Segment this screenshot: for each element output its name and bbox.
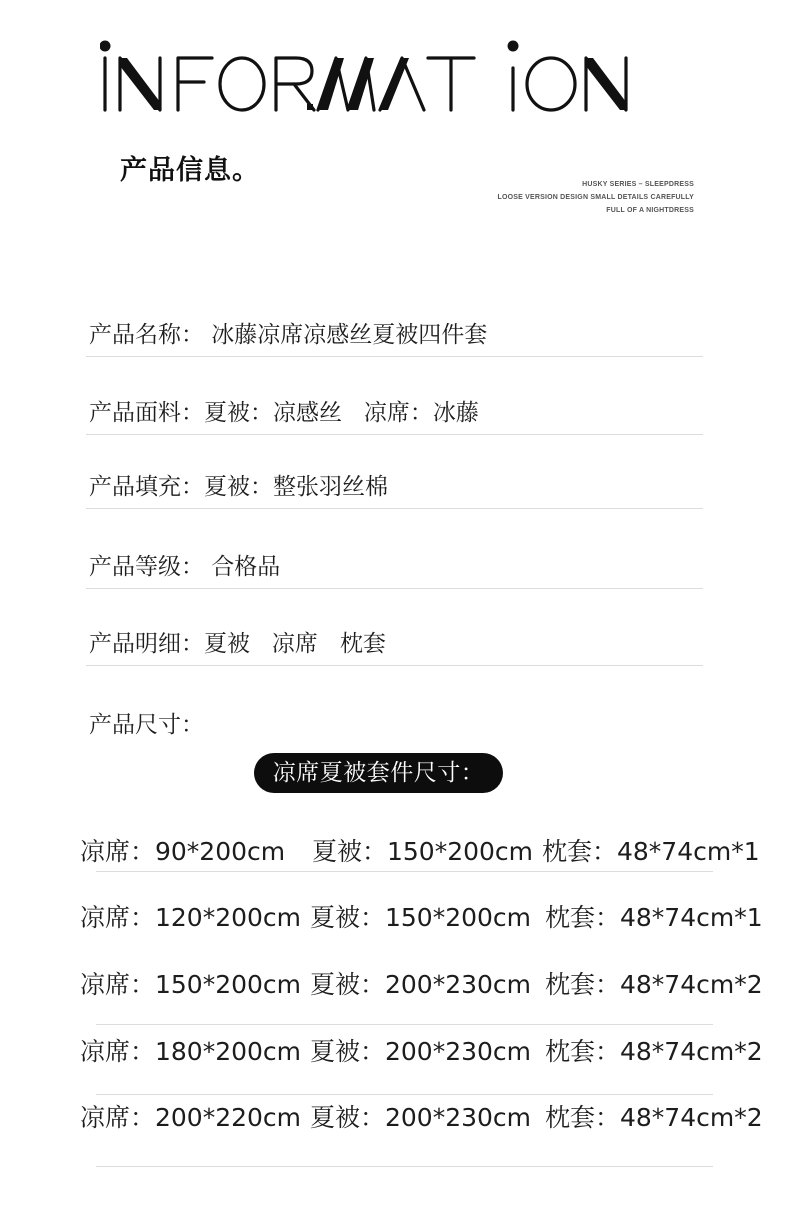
product-name-text: 产品名称： 冰藤凉席凉感丝夏被四件套 [89, 322, 488, 348]
quilt-size: 夏被：150*200cm [310, 903, 532, 932]
section-title: 产品信息。 [120, 155, 260, 186]
pillow-size: 枕套：48*74cm*2 [545, 1103, 763, 1132]
divider [96, 1166, 713, 1167]
info-row-name [86, 314, 703, 357]
mat-size: 凉席：180*200cm [80, 1037, 302, 1066]
size-row [80, 1098, 763, 1132]
product-size-label: 产品尺寸： [89, 712, 204, 738]
info-row-fabric [86, 392, 703, 435]
tagline-line: HUSKY SERIES – SLEEPDRESS [582, 181, 694, 188]
mat-size: 凉席：200*220cm [80, 1103, 302, 1132]
pillow-size: 枕套：48*74cm*2 [545, 970, 763, 999]
pillow-size: 枕套：48*74cm*2 [545, 1037, 763, 1066]
quilt-size: 夏被：200*230cm [310, 1103, 532, 1132]
quilt-size: 夏被：200*230cm [310, 1037, 532, 1066]
product-grade-text: 产品等级： 合格品 [89, 554, 281, 580]
mat-size: 凉席：90*200cm [80, 837, 286, 866]
hero-wordmark [100, 40, 632, 114]
size-set-pill: 凉席夏被套件尺寸： [254, 753, 503, 793]
tagline-line: FULL OF A NIGHTDRESS [606, 207, 694, 214]
pillow-size: 枕套：48*74cm*1 [545, 903, 763, 932]
product-filling-text: 产品填充：夏被：整张羽丝棉 [89, 474, 388, 500]
mat-size: 凉席：150*200cm [80, 970, 302, 999]
size-row [80, 832, 760, 866]
mat-size: 凉席：120*200cm [80, 903, 302, 932]
divider [96, 1024, 713, 1025]
info-row-filling [86, 466, 703, 509]
divider [96, 1094, 713, 1095]
info-row-grade [86, 546, 703, 589]
product-details-text: 产品明细：夏被 凉席 枕套 [89, 631, 386, 657]
series-tagline [497, 178, 694, 217]
quilt-size: 夏被：200*230cm [310, 970, 532, 999]
pillow-size: 枕套：48*74cm*1 [542, 837, 760, 866]
size-row [80, 965, 763, 999]
divider [96, 871, 713, 872]
info-row-details [86, 623, 703, 666]
size-row [80, 898, 763, 932]
quilt-size: 夏被：150*200cm [312, 837, 534, 866]
product-fabric-text: 产品面料：夏被：凉感丝 凉席：冰藤 [89, 400, 479, 426]
size-row [80, 1032, 763, 1066]
tagline-line: LOOSE VERSION DESIGN SMALL DETAILS CAREFULLY [497, 194, 694, 201]
